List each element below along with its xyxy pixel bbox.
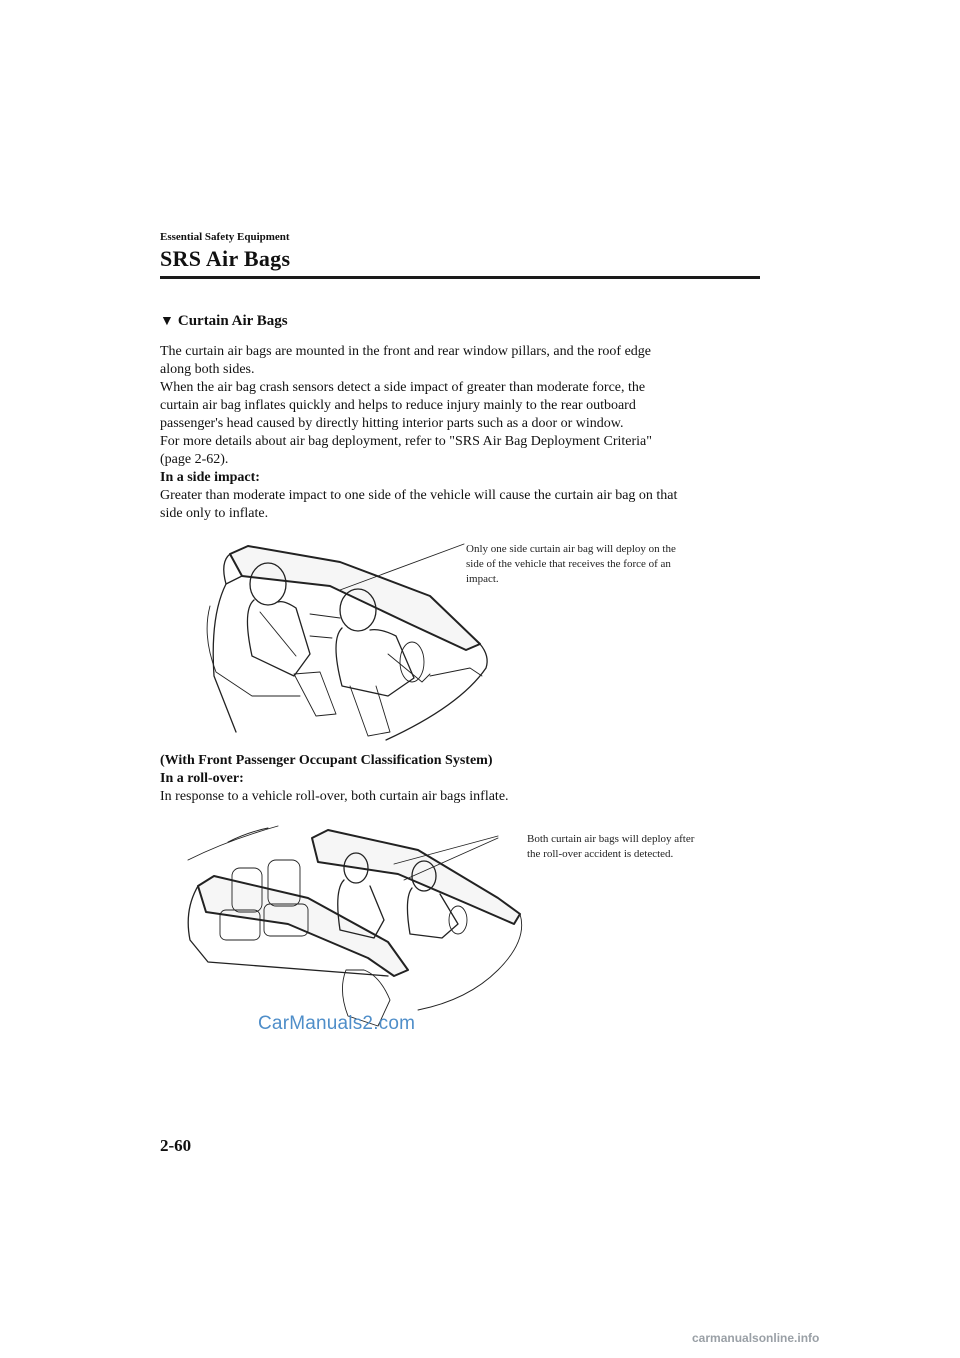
paragraph-mounting: The curtain air bags are mounted in the front and rear window pillars, and the roof edge along both sides. bbox=[160, 344, 651, 377]
heading-text: Curtain Air Bags bbox=[177, 313, 288, 329]
figure1-callout: Only one side curtain air bag will deploy on the side of the vehicle that receives the force of an impact. bbox=[466, 543, 676, 585]
occupant-system-heading: (With Front Passenger Occupant Classification System) bbox=[160, 753, 493, 768]
paragraph-deployment: When the air bag crash sensors detect a side impact of greater than moderate force, the curtain air bag inflates quickly and helps to reduce injury mainly to the rear outboard passenger's head caused by directly hitting interior parts such as a door or window. bbox=[160, 380, 646, 431]
rollover-illustration bbox=[168, 820, 528, 1042]
paragraph-reference: For more details about air bag deployment, refer to "SRS Air Bag Deployment Criteria" (page 2-62). bbox=[160, 434, 652, 467]
title-rule bbox=[160, 276, 760, 279]
curtain-air-bags-heading bbox=[160, 313, 288, 330]
page-title: SRS Air Bags bbox=[160, 246, 291, 271]
page-number: 2-60 bbox=[160, 1136, 192, 1155]
paragraph-rollover: In response to a vehicle roll-over, both curtain air bags inflate. bbox=[160, 789, 509, 804]
section-label: Essential Safety Equipment bbox=[160, 231, 290, 243]
side-impact-heading: In a side impact: bbox=[160, 470, 260, 485]
triangle-down-icon: ▼ bbox=[160, 313, 174, 329]
figure2-callout: Both curtain air bags will deploy after the roll-over accident is detected. bbox=[527, 833, 695, 860]
paragraph-side-impact: Greater than moderate impact to one side of the vehicle will cause the curtain air bag on that side only to inflate. bbox=[160, 488, 678, 521]
watermark-logo: CarManuals2.com bbox=[258, 1013, 416, 1034]
side-impact-illustration bbox=[190, 536, 500, 748]
site-watermark: carmanualsonline.info bbox=[692, 1331, 820, 1345]
rollover-heading: In a roll-over: bbox=[160, 771, 244, 786]
